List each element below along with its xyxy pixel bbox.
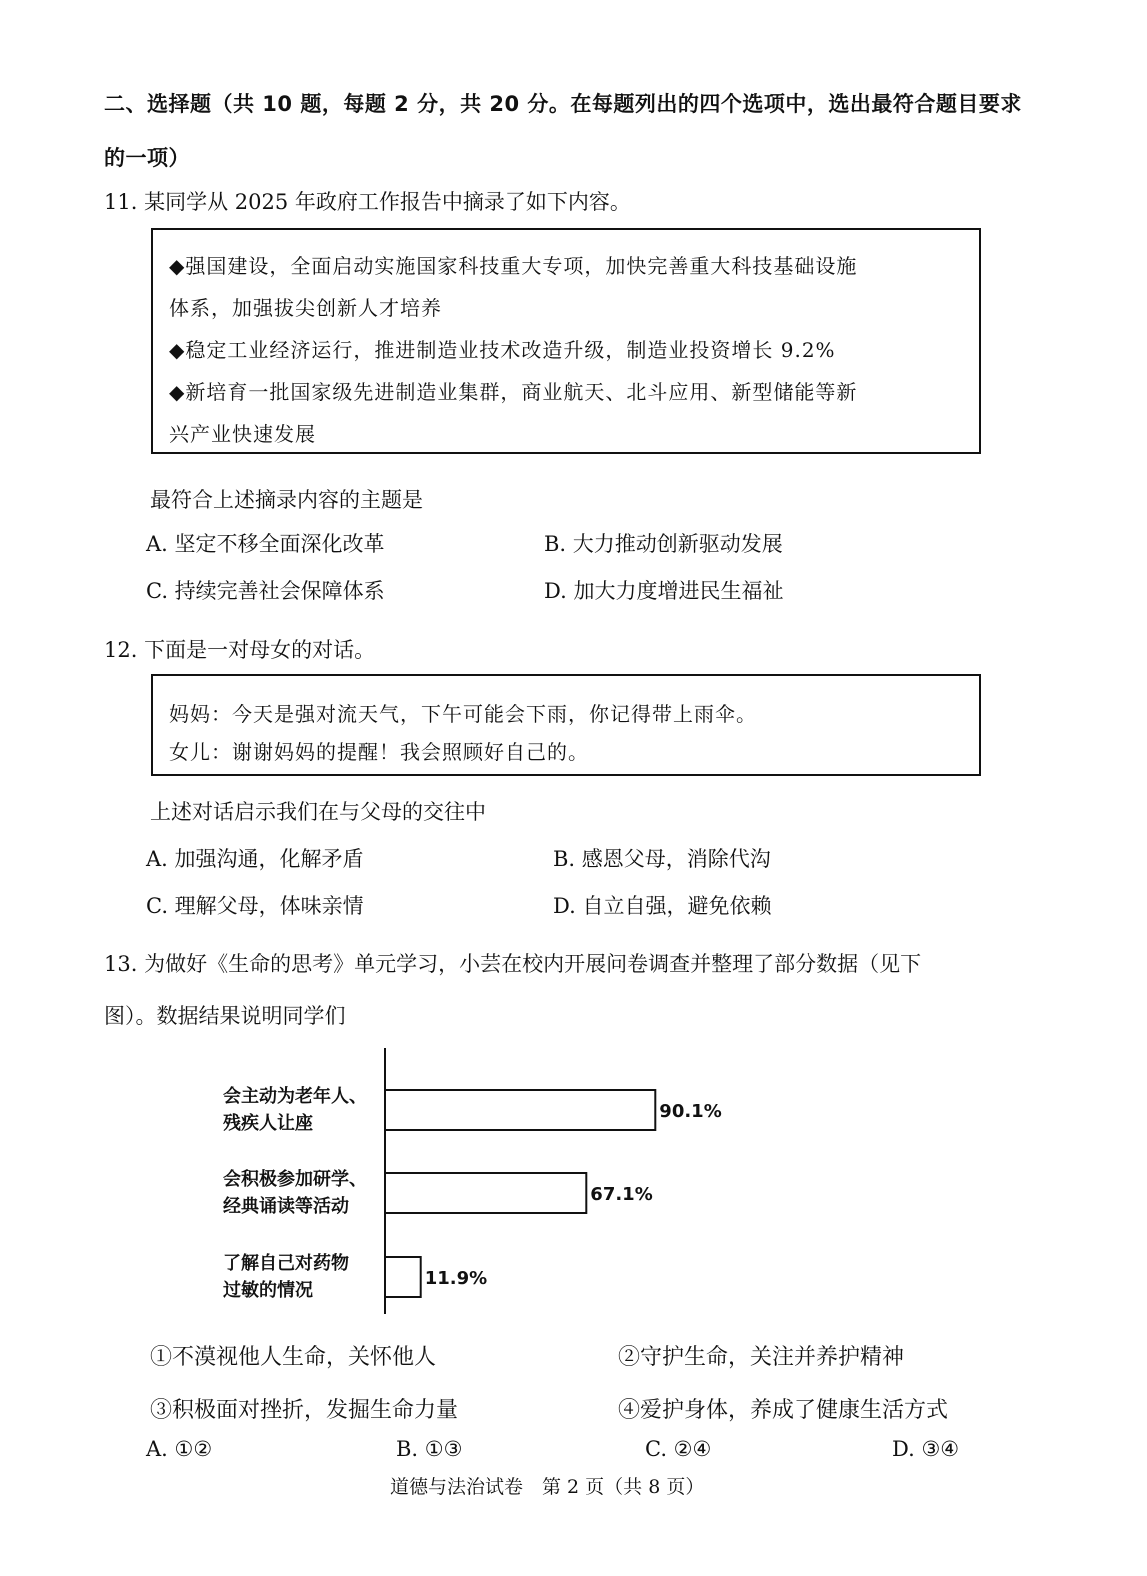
chart-bar [385, 1090, 655, 1130]
q13-statement-2: ②守护生命，关注并养护精神 [618, 1345, 905, 1370]
q12-dialogue-mother: 妈妈：今天是强对流天气，下午可能会下雨，你记得带上雨伞。 [169, 702, 757, 726]
q11-option-d[interactable]: D. 加大力度增进民生福祉 [544, 579, 784, 603]
q12-option-b[interactable]: B. 感恩父母，消除代沟 [553, 847, 771, 871]
q13-option-a[interactable]: A. ①② [146, 1437, 213, 1461]
q13-option-c[interactable]: C. ②④ [645, 1437, 712, 1461]
q12-dialogue-box [151, 674, 981, 776]
chart-category-label-line: 经典诵读等活动 [223, 1196, 349, 1217]
chart-value-label: 11.9% [424, 1268, 488, 1289]
chart-bar [385, 1257, 421, 1297]
q11-box-line: ◆强国建设，全面启动实施国家科技重大专项，加快完善重大科技基础设施 [169, 254, 858, 278]
q11-option-b[interactable]: B. 大力推动创新驱动发展 [544, 532, 783, 556]
q11-box-line: ◆稳定工业经济运行，推进制造业技术改造升级，制造业投资增长 9.2% [169, 338, 836, 362]
chart-bar [385, 1173, 586, 1213]
q11-stem: 11. 某同学从 2025 年政府工作报告中摘录了如下内容。 [104, 190, 631, 214]
q11-excerpt-box [151, 228, 981, 454]
q12-option-a[interactable]: A. 加强沟通，化解矛盾 [146, 847, 364, 871]
q13-stem-line2: 图）。数据结果说明同学们 [104, 1004, 346, 1028]
q12-dialogue-daughter: 女儿：谢谢妈妈的提醒！我会照顾好自己的。 [169, 740, 589, 764]
chart-category-label [223, 1085, 367, 1134]
section-title-line1: 二、选择题（共 10 题，每题 2 分，共 20 分。在每题列出的四个选项中，选出最符合题目要求 [104, 92, 1022, 116]
chart-category-label-line: 残疾人让座 [223, 1113, 313, 1134]
q13-option-d[interactable]: D. ③④ [892, 1437, 960, 1461]
q11-option-a[interactable]: A. 坚定不移全面深化改革 [146, 532, 385, 556]
chart-value-label: 67.1% [590, 1184, 653, 1205]
q11-prompt: 最符合上述摘录内容的主题是 [150, 488, 423, 512]
q13-option-b[interactable]: B. ①③ [396, 1437, 463, 1461]
q12-option-d[interactable]: D. 自立自强，避免依赖 [553, 894, 772, 918]
chart-category-label [223, 1168, 367, 1217]
q11-box-line: ◆新培育一批国家级先进制造业集群，商业航天、北斗应用、新型储能等新 [169, 380, 858, 404]
q11-box-line: 体系，加强拔尖创新人才培养 [169, 296, 442, 320]
q11-box-line: 兴产业快速发展 [169, 422, 316, 446]
page-footer: 道德与法治试卷 第 2 页（共 8 页） [390, 1476, 705, 1498]
q13-statement-4: ④爱护身体，养成了健康生活方式 [618, 1398, 949, 1423]
q12-prompt: 上述对话启示我们在与父母的交往中 [150, 800, 486, 824]
chart-category-label [223, 1252, 349, 1301]
q12-option-c[interactable]: C. 理解父母，体味亲情 [146, 894, 364, 918]
chart-category-label-line: 过敏的情况 [223, 1280, 313, 1301]
q13-statement-3: ③积极面对挫折，发掘生命力量 [150, 1398, 459, 1423]
q13-stem-line1: 13. 为做好《生命的思考》单元学习，小芸在校内开展问卷调查并整理了部分数据（见下 [104, 952, 922, 976]
q13-statement-1: ①不漠视他人生命，关怀他人 [150, 1345, 437, 1370]
survey-bar-chart [200, 1040, 760, 1320]
section-title-line2: 的一项） [104, 146, 190, 170]
chart-category-label-line: 了解自己对药物 [223, 1253, 349, 1274]
q11-option-c[interactable]: C. 持续完善社会保障体系 [146, 579, 385, 603]
chart-category-label-line: 会主动为老年人、 [223, 1086, 367, 1107]
chart-category-label-line: 会积极参加研学、 [223, 1169, 367, 1190]
chart-value-label: 90.1% [659, 1101, 722, 1122]
q12-stem: 12. 下面是一对母女的对话。 [104, 638, 376, 662]
